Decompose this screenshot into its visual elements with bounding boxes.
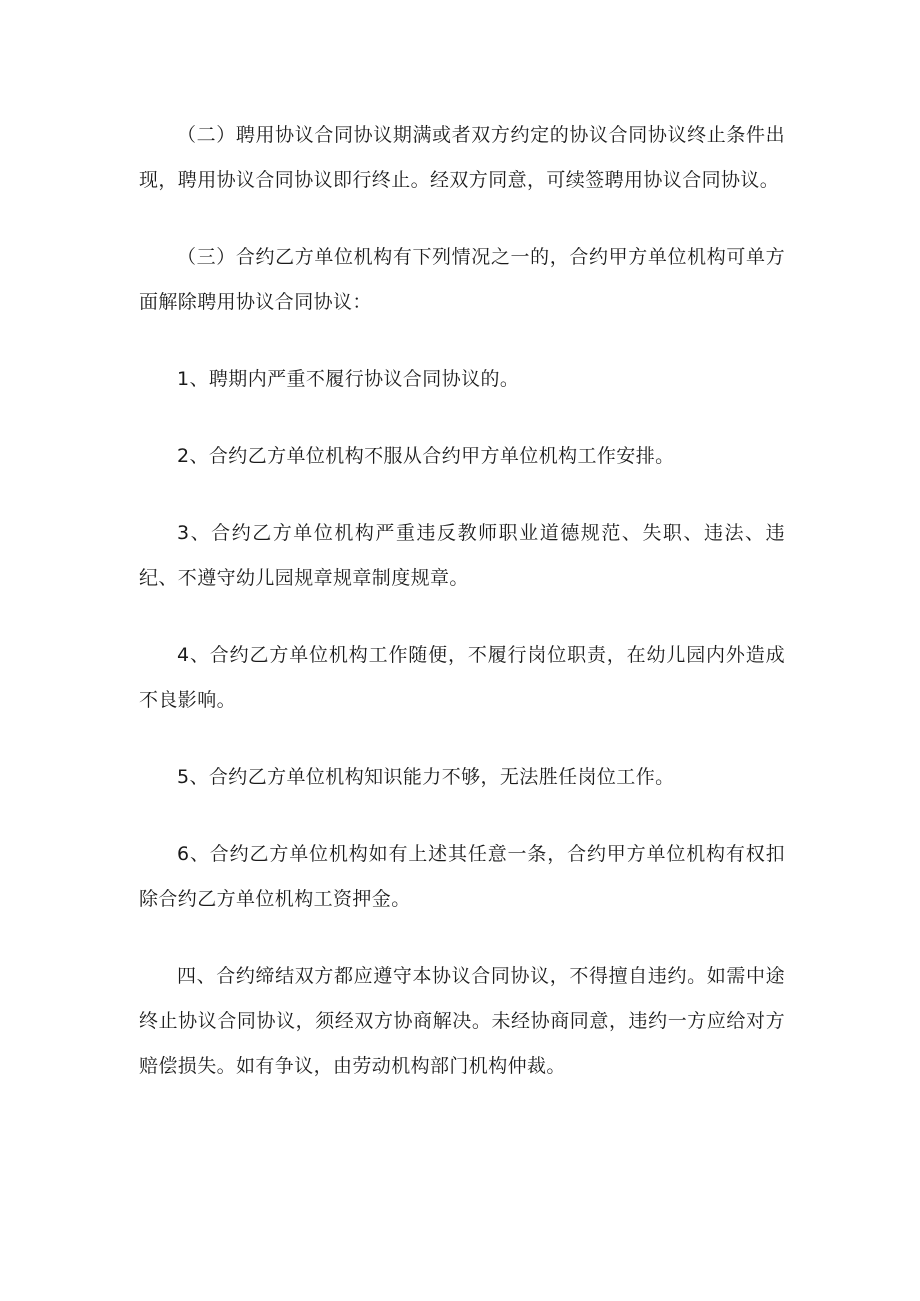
list-item-2: 2、合约乙方单位机构不服从合约甲方单位机构工作安排。 [177,445,675,467]
list-item-3: 3、合约乙方单位机构严重违反教师职业道德规范、失职、违法、违纪、不遵守幼儿园规章规章制度规章。 [139,522,785,589]
paragraph-contract-expiry: （二）聘用协议合同协议期满或者双方约定的协议合同协议终止条件出现，聘用协议合同协议即行终止。经双方同意，可续签聘用协议合同协议。 [139,124,785,191]
paragraph-termination-conditions: （三）合约乙方单位机构有下列情况之一的，合约甲方单位机构可单方面解除聘用协议合同协议： [139,246,785,313]
list-item-1: 1、聘期内严重不履行协议合同协议的。 [177,368,520,390]
list-item-5: 5、合约乙方单位机构知识能力不够，无法胜任岗位工作。 [177,766,675,788]
paragraph-breach-of-contract: 四、合约缔结双方都应遵守本协议合同协议，不得擅自违约。如需中途终止协议合同协议，须经双方协商解决。未经协商同意，违约一方应给对方赔偿损失。如有争议，由劳动机构部门机构仲裁。 [139,965,785,1077]
list-item-4: 4、合约乙方单位机构工作随便，不履行岗位职责，在幼儿园内外造成不良影响。 [139,644,785,711]
document-body [139,113,785,1121]
list-item-6: 6、合约乙方单位机构如有上述其任意一条，合约甲方单位机构有权扣除合约乙方单位机构工资押金。 [139,843,785,910]
